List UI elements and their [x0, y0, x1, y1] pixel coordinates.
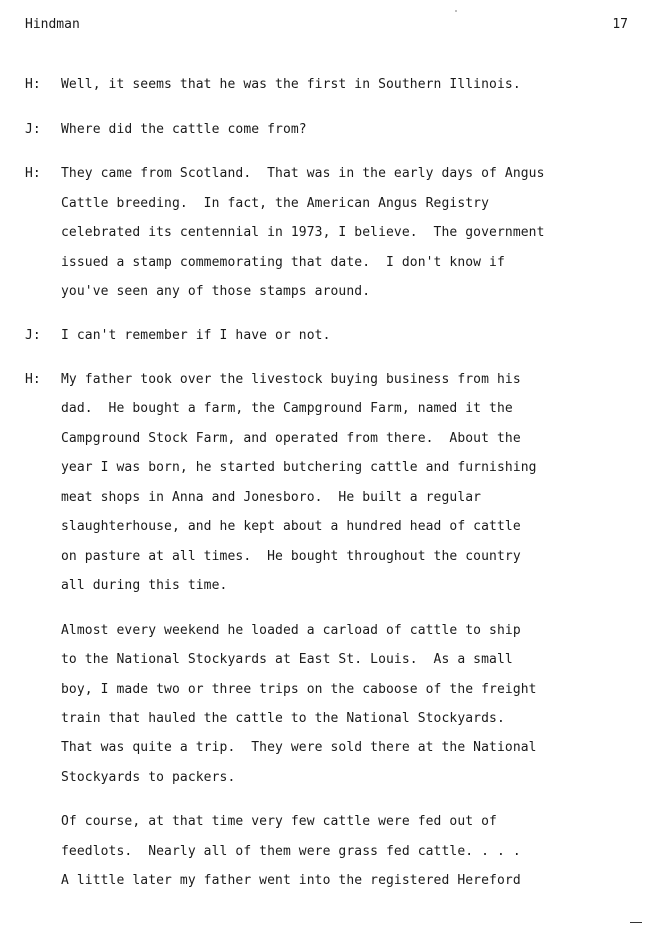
text-line: Where did the cattle come from?: [61, 122, 307, 137]
text-line: you've seen any of those stamps around.: [61, 284, 371, 299]
speaker-label: H:: [25, 77, 41, 92]
speaker-label: J:: [25, 328, 41, 343]
text-line: year I was born, he started butchering cattle and furnishing: [61, 460, 537, 475]
text-line: slaughterhouse, and he kept about a hundred head of cattle: [61, 519, 521, 534]
page-edge-mark: [630, 922, 642, 923]
text-line: celebrated its centennial in 1973, I believe. The government: [61, 225, 545, 240]
text-line: I can't remember if I have or not.: [61, 328, 331, 343]
text-line: boy, I made two or three trips on the caboose of the freight: [61, 682, 537, 697]
text-line: They came from Scotland. That was in the early days of Angus: [61, 166, 545, 181]
text-line: Of course, at that time very few cattle were fed out of: [61, 814, 497, 829]
text-line: all during this time.: [61, 578, 228, 593]
speaker-label: H:: [25, 372, 41, 387]
speaker-label: J:: [25, 122, 41, 137]
text-line: Cattle breeding. In fact, the American Angus Registry: [61, 196, 490, 211]
text-line: on pasture at all times. He bought throughout the country: [61, 549, 521, 564]
scan-speck: [455, 10, 457, 12]
text-line: Stockyards to packers.: [61, 770, 236, 785]
text-line: That was quite a trip. They were sold there at the National: [61, 740, 537, 755]
text-line: to the National Stockyards at East St. Louis. As a small: [61, 652, 513, 667]
header-name: Hindman: [25, 17, 80, 32]
text-line: A little later my father went into the registered Hereford: [61, 873, 521, 888]
text-line: Well, it seems that he was the first in Southern Illinois.: [61, 77, 521, 92]
page-number: 17: [612, 17, 628, 32]
speaker-label: H:: [25, 166, 41, 181]
text-line: Campground Stock Farm, and operated from there. About the: [61, 431, 521, 446]
text-line: feedlots. Nearly all of them were grass fed cattle. . . .: [61, 844, 521, 859]
text-line: issued a stamp commemorating that date. I don't know if: [61, 255, 505, 270]
text-line: Almost every weekend he loaded a carload of cattle to ship: [61, 623, 521, 638]
text-line: dad. He bought a farm, the Campground Farm, named it the: [61, 401, 513, 416]
text-line: train that hauled the cattle to the National Stockyards.: [61, 711, 505, 726]
text-line: meat shops in Anna and Jonesboro. He built a regular: [61, 490, 482, 505]
text-line: My father took over the livestock buying business from his: [61, 372, 521, 387]
